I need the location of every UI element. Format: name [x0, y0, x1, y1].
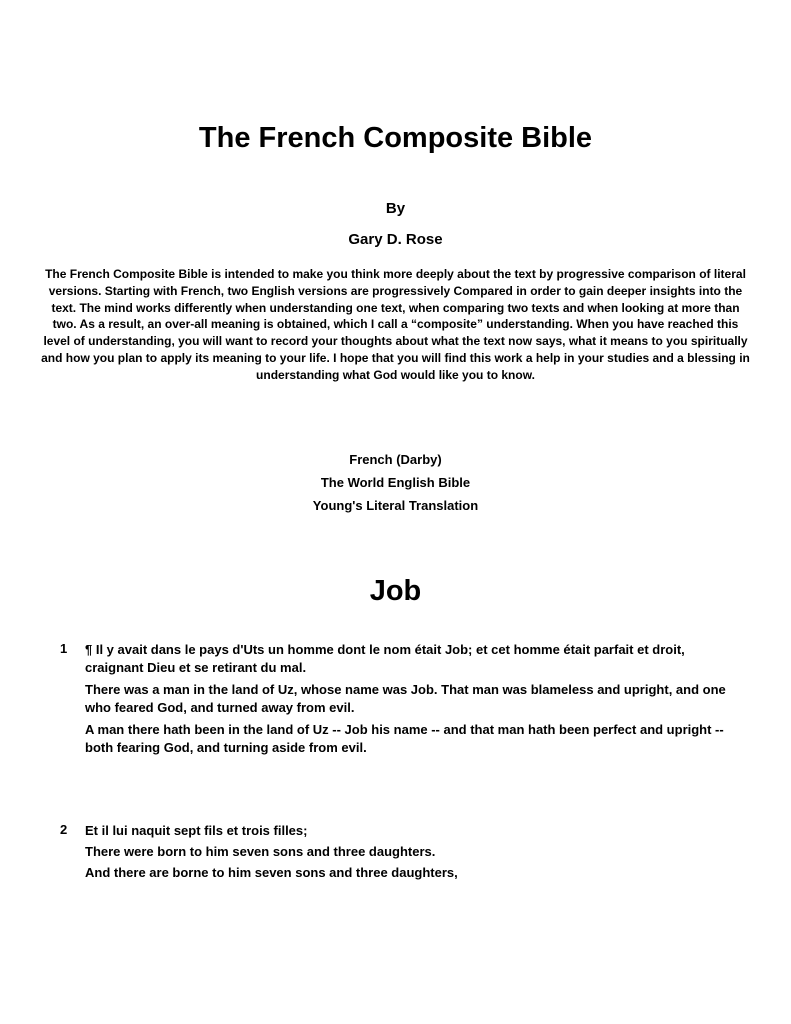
verse-block	[60, 641, 740, 761]
version-item: Young's Literal Translation	[312, 498, 479, 513]
verse-number: 2	[60, 822, 68, 837]
verse-number: 1	[60, 641, 68, 656]
version-item: The World English Bible	[320, 475, 471, 490]
version-list	[0, 448, 791, 517]
verse-text-web: There was a man in the land of Uz, whose name was Job. That man was blameless and upright, and one who feared God, and turned away from evil.	[85, 682, 726, 715]
byline-label: By	[385, 200, 406, 217]
verse-text-ylt: A man there hath been in the land of Uz -- Job his name -- and that man hath been perfect and upright -- both fearing God, and turning aside from evil.	[85, 722, 724, 755]
intro-paragraph: The French Composite Bible is intended to make you think more deeply about the text by progressive comparison of literal versions. Starting with French, two English versions are progressively Compared in order to gain deeper insights into the text. The mind works differently when understanding one text, when comparing two texts and when looking at more than two. As a result, an over-all meaning is obtained, which I call a “composite” understanding. When you have reached this level of understanding, you will want to record your thoughts about what the text now says, what it means to you spiritually and how you plan to apply its meaning to your life. I hope that you will find this work a help in your studies and a blessing in understanding what God would like you to know.	[41, 267, 750, 382]
verse-block	[60, 822, 740, 885]
document-title: The French Composite Bible	[198, 122, 593, 154]
verse-text-french: Et il lui naquit sept fils et trois filles;	[85, 823, 308, 838]
book-title: Job	[369, 575, 422, 607]
version-item: French (Darby)	[349, 452, 442, 467]
author-name: Gary D. Rose	[348, 231, 443, 248]
verse-text-french: ¶ Il y avait dans le pays d'Uts un homme dont le nom était Job; et cet homme était parfait et droit, craignant Dieu et se retirant du mal.	[85, 642, 685, 675]
verse-text-ylt: And there are borne to him seven sons and three daughters,	[85, 865, 458, 880]
verse-text-web: There were born to him seven sons and three daughters.	[85, 844, 436, 859]
